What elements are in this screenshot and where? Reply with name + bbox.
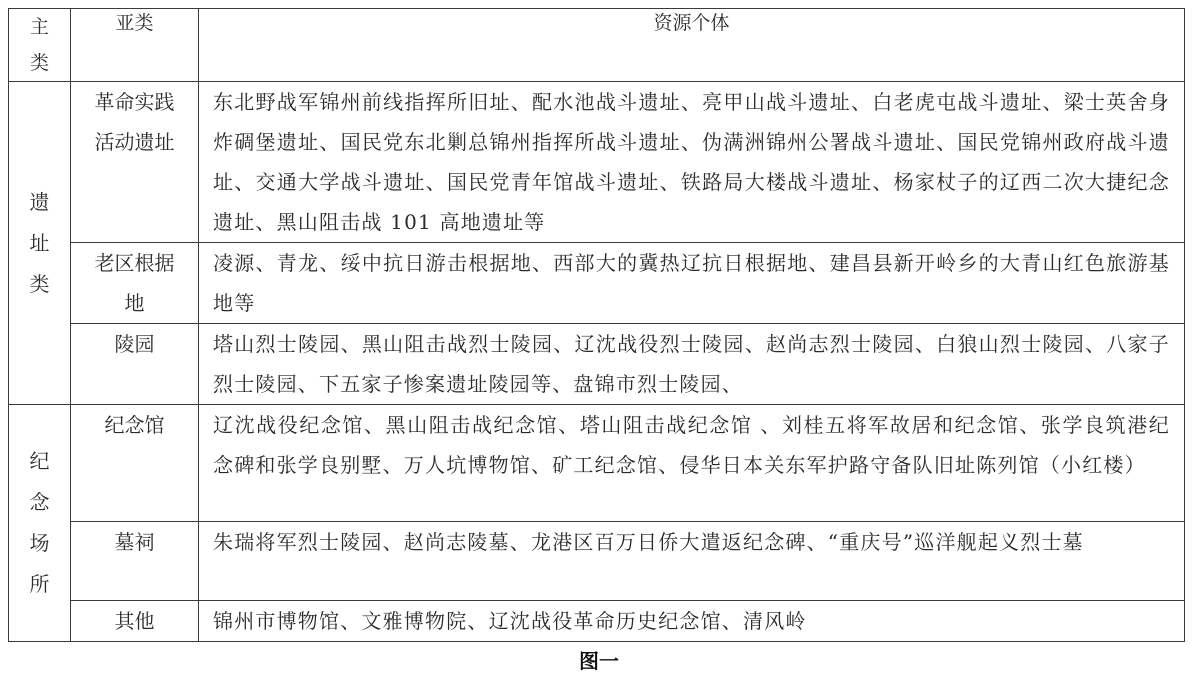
resources-cell: 凌源、青龙、绥中抗日游击根据地、西部大的冀热辽抗日根据地、建昌县新开岭乡的大青山红色旅游基地等 bbox=[199, 243, 1185, 324]
table-row bbox=[9, 522, 1185, 601]
table-row bbox=[9, 405, 1185, 522]
subcategory-cell bbox=[71, 324, 199, 405]
subcategory-cell bbox=[71, 243, 199, 324]
resources-cell: 朱瑞将军烈士陵园、赵尚志陵墓、龙港区百万日侨大遣返纪念碑、“重庆号”巡洋舰起义烈士墓 bbox=[199, 522, 1185, 601]
subcategory-label: 老区根据地 bbox=[94, 251, 175, 315]
header-resources: 资源个体 bbox=[199, 9, 1185, 82]
table-row bbox=[9, 324, 1185, 405]
subcategory-label: 陵园 bbox=[114, 332, 155, 356]
subcategory-label: 墓祠 bbox=[114, 530, 155, 554]
header-main-category bbox=[9, 9, 71, 82]
subcategory-label: 纪念馆 bbox=[104, 413, 165, 437]
subcategory-cell bbox=[71, 82, 199, 243]
resources-cell: 东北野战军锦州前线指挥所旧址、配水池战斗遗址、亮甲山战斗遗址、白老虎屯战斗遗址、梁士英舍身炸碉堡遗址、国民党东北剿总锦州指挥所战斗遗址、伪满洲锦州公署战斗遗址、国民党锦州政府战斗遗址、交通大学战斗遗址、国民党青年馆战斗遗址、铁路局大楼战斗遗址、杨家杖子的辽西二次大捷纪念遗址、黑山阻击战 101 高地遗址等 bbox=[199, 82, 1185, 243]
main-category-label: 遗址类 bbox=[29, 189, 50, 296]
header-main-label: 主类 bbox=[29, 16, 49, 74]
resources-cell: 锦州市博物馆、文雅博物院、辽沈战役革命历史纪念馆、清风岭 bbox=[199, 601, 1185, 642]
figure-caption: 图一 bbox=[579, 649, 619, 673]
resources-cell: 塔山烈士陵园、黑山阻击战烈士陵园、辽沈战役烈士陵园、赵尚志烈士陵园、白狼山烈士陵园、八家子烈士陵园、下五家子惨案遗址陵园等、盘锦市烈士陵园、 bbox=[199, 324, 1185, 405]
table-row bbox=[9, 243, 1185, 324]
resources-cell: 辽沈战役纪念馆、黑山阻击战纪念馆、塔山阻击战纪念馆 、刘桂五将军故居和纪念馆、张学良筑港纪念碑和张学良别墅、万人坑博物馆、矿工纪念馆、侵华日本关东军护路守备队旧址陈列馆（小红楼） bbox=[199, 405, 1185, 522]
header-subcategory: 亚类 bbox=[71, 9, 199, 82]
table-header-row bbox=[9, 9, 1185, 82]
subcategory-cell bbox=[71, 601, 199, 642]
subcategory-label: 革命实践活动遗址 bbox=[94, 90, 175, 154]
main-category-label: 纪念场所 bbox=[29, 449, 50, 596]
subcategory-cell bbox=[71, 522, 199, 601]
table-row bbox=[9, 601, 1185, 642]
main-category-memorials bbox=[9, 405, 71, 642]
subcategory-cell bbox=[71, 405, 199, 522]
main-category-sites bbox=[9, 82, 71, 405]
table-row bbox=[9, 82, 1185, 243]
subcategory-label: 其他 bbox=[114, 609, 155, 633]
resource-classification-table bbox=[8, 8, 1185, 642]
